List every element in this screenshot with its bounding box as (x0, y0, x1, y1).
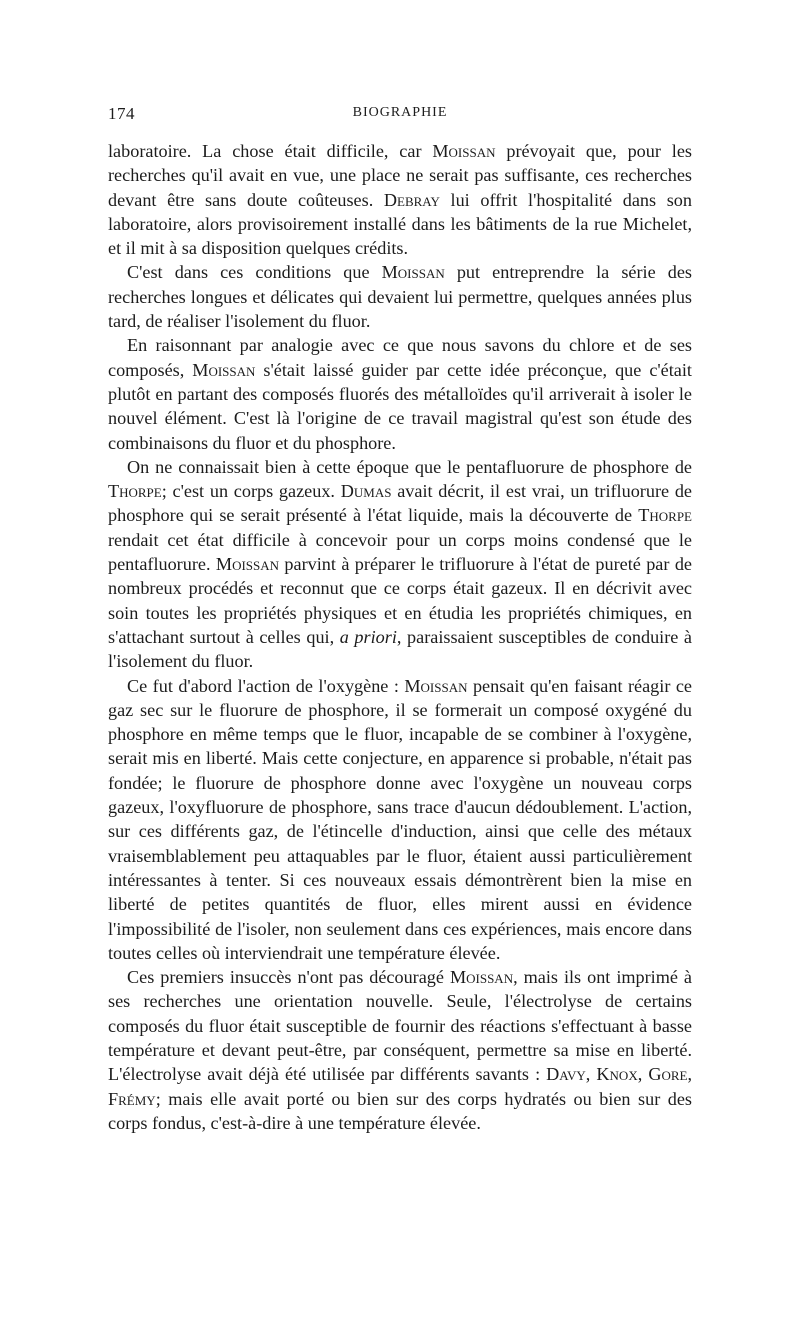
text-run: , (637, 1064, 649, 1085)
proper-name: Davy (546, 1064, 586, 1085)
text-run: , (687, 1064, 693, 1085)
proper-name: Moissan (215, 554, 280, 575)
text-run: , paraissaient susceptibles de conduire à l'isolement du fluor. (108, 626, 693, 672)
text-run: lui offrit l'hospitalité dans son laboratoire, alors provisoirement installé dans les bâtiments de la rue Michelet, et il mit à sa disposition quelques crédits. (108, 189, 692, 259)
paragraph (108, 333, 692, 454)
paragraph (108, 139, 692, 260)
proper-name: Gore (648, 1064, 688, 1085)
text-run: avait décrit, il est vrai, un trifluorure de phosphore qui se serait présenté à l'état liquide, mais la découverte de (108, 481, 693, 526)
text-run: rendait cet état difficile à concevoir pour un corps moins condensé que le pentafluorure. (108, 529, 692, 575)
running-title: BIOGRAPHIE (352, 105, 448, 120)
proper-name: Knox (596, 1064, 638, 1085)
text-run: , mais ils ont imprimé à ses recherches une orientation nouvelle. Seule, l'électrolyse de certains composés du fluor était susceptible de fournir des réactions s'effectuant à basse température et devant peut-être, par conséquent, permettre sa mise en liberté. L'électrolyse avait déjà été utilisée par différents savants : (108, 967, 692, 1085)
text-run: En raisonnant par analogie avec ce que nous savons du chlore et de ses composés, (108, 335, 692, 380)
body-text (108, 139, 692, 1135)
italic-text: a priori (339, 626, 397, 647)
page-number: 174 (108, 104, 135, 123)
text-run: On ne connaissait bien à cette époque que le pentafluorure de phosphore de (127, 456, 692, 477)
text-run: s'était laissé guider par cette idée préconçue, que c'était plutôt en partant des composés fluorés des métalloïdes qu'il arriverait à isoler le nouvel élément. C'est là l'origine de ce travail magistral qu'est son étude des combinaisons du fluor et du phosphore. (108, 359, 692, 453)
text-run: Ces premiers insuccès n'ont pas découragé (127, 967, 450, 988)
paragraph (108, 455, 692, 674)
text-run: Ce fut d'abord l'action de l'oxygène : (127, 675, 405, 696)
proper-name: Dumas (340, 481, 392, 502)
text-run: ; c'est un corps gazeux. (161, 481, 341, 502)
proper-name: Moissan (192, 359, 256, 380)
text-run: parvint à préparer le trifluorure à l'état de pureté par de nombreux procédés et reconnut que ce corps était gazeux. Il en décrivit avec soin toutes les propriétés physiques et en étudia les propriétés chimiques, en s'attachant surtout à celles qui, (108, 554, 692, 647)
proper-name: Debray (383, 189, 440, 210)
proper-name: Moissan (404, 675, 468, 696)
text-run: C'est dans ces conditions que (127, 262, 382, 283)
paragraph (108, 965, 692, 1135)
text-run: ; mais elle avait porté ou bien sur des corps hydratés ou bien sur des corps fondus, c'est-à-dire à une température élevée. (108, 1088, 692, 1133)
page-header (108, 104, 692, 128)
proper-name: Thorpe (638, 505, 692, 526)
text-run: pensait qu'en faisant réagir ce gaz sec sur le fluorure de phosphore, il se formerait un composé oxygéné du phosphore en même temps que le fluor, incapable de se combiner à l'oxygène, serait mis en liberté. Mais cette conjecture, en apparence si probable, n'était pas fondée; le fluorure de phosphore donne avec l'oxygène un nouveau corps gazeux, l'oxyfluorure de phosphore, sans trace d'aucun dédoublement. L'action, sur ces différents gaz, de l'étincelle d'induction, ainsi que celle des métaux vraisemblablement peu attaquables par le fluor, étaient aussi particulièrement intéressantes à tenter. Si ces nouveaux essais démontrèrent bien la mise en liberté de petites quantités de fluor, elles mirent aussi en évidence l'impossibilité de l'isoler, non seulement dans ces expériences, mais encore dans toutes celles où interviendrait une température élevée. (108, 675, 692, 963)
text-run: laboratoire. La chose était difficile, car (108, 141, 433, 161)
proper-name: Thorpe (108, 481, 162, 502)
text-run: put entreprendre la série des recherches longues et délicates qui devaient lui permettre, quelques années plus tard, de réaliser l'isolement du fluor. (108, 262, 692, 332)
text-run: prévoyait que, pour les recherches qu'il avait en vue, une place ne serait pas suffisante, ces recherches devant être sans doute coûteuses. (108, 141, 692, 210)
proper-name: Moissan (381, 262, 445, 283)
proper-name: Frémy (108, 1088, 156, 1109)
text-run: , (585, 1064, 597, 1085)
proper-name: Moissan (432, 141, 496, 161)
paragraph (108, 674, 692, 966)
paragraph (108, 260, 692, 333)
proper-name: Moissan (449, 967, 514, 988)
